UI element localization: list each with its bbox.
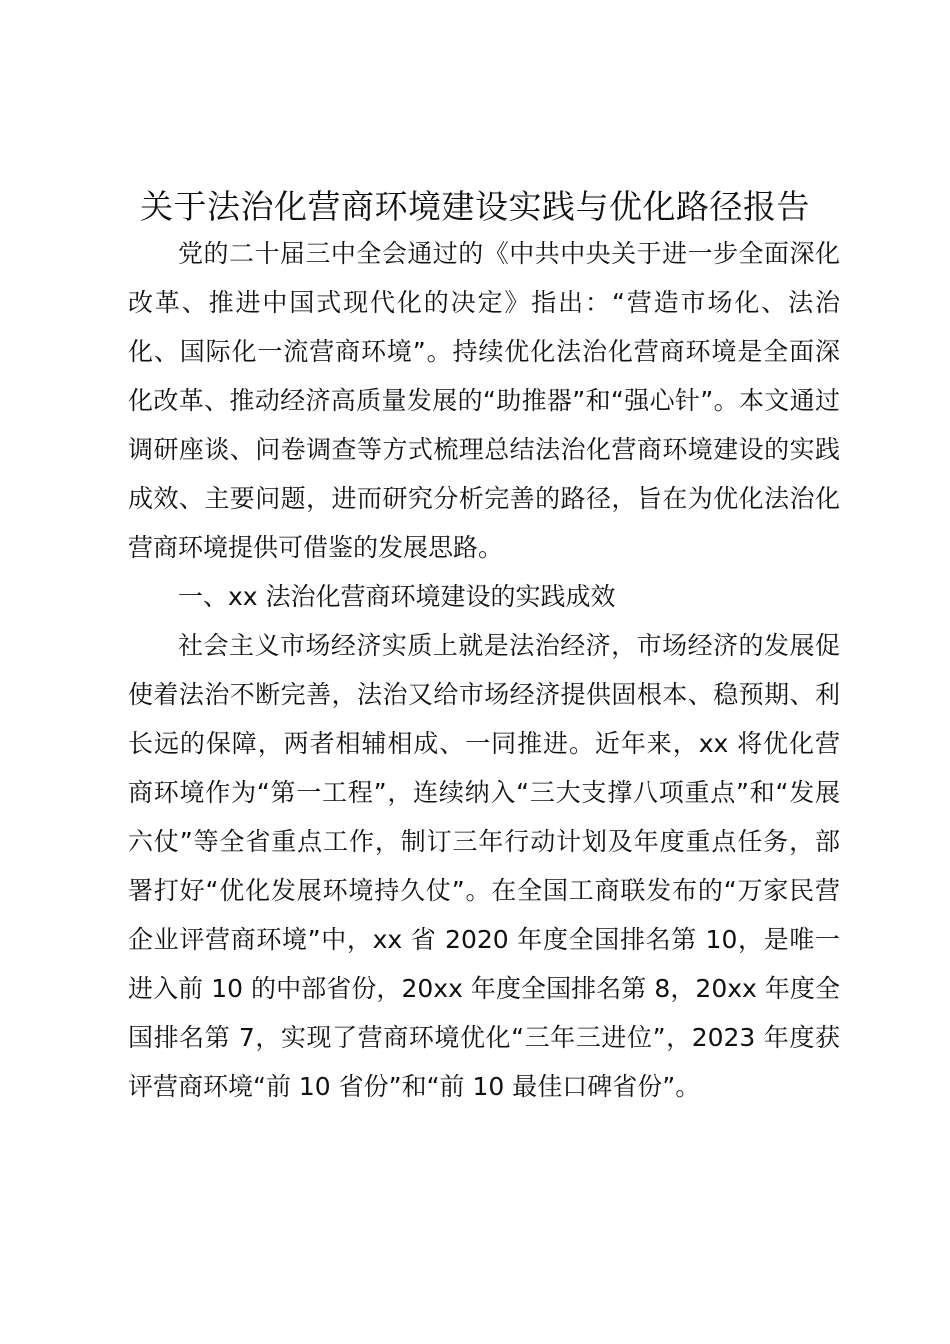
paragraph-intro: 党的二十届三中全会通过的《中共中央关于进一步全面深化改革、推进中国式现代化的决定》指出：“营造市场化、法治化、国际化一流营商环境”。持续优化法治化营商环境是全面深化改革、推动经济高质量发展的“助推器”和“强心针”。本文通过调研座谈、问卷调查等方式梳理总结法治化营商环境建设的实践成效、主要问题，进而研究分析完善的路径，旨在为优化法治化营商环境提供可借鉴的发展思路。: [128, 239, 840, 562]
section-heading-1: 一、xx 法治化营商环境建设的实践成效: [178, 582, 616, 611]
paragraph-section-1: 社会主义市场经济实质上就是法治经济，市场经济的发展促使着法治不断完善，法治又给市场经济提供固根本、稳预期、利长远的保障，两者相辅相成、一同推进。近年来，xx 将优化营商环境作为“第一工程”，连续纳入“三大支撑八项重点”和“发展六仗”等全省重点工作，制订三年行动计划及年度重点任务，部署打好“优化发展环境持久仗”。在全国工商联发布的“万家民营企业评营商环境”中，xx 省 2020 年度全国排名第 10，是唯一进入前 10 的中部省份，20xx 年度全国排名第 8，20xx 年度全国排名第 7，实现了营商环境优化“三年三进位”，2023 年度获评营商环境“前 10 省份”和“前 10 最佳口碑省份”。: [128, 631, 840, 1101]
document-body: [128, 229, 840, 1111]
document-title: 关于法治化营商环境建设实践与优化路径报告: [140, 187, 810, 226]
